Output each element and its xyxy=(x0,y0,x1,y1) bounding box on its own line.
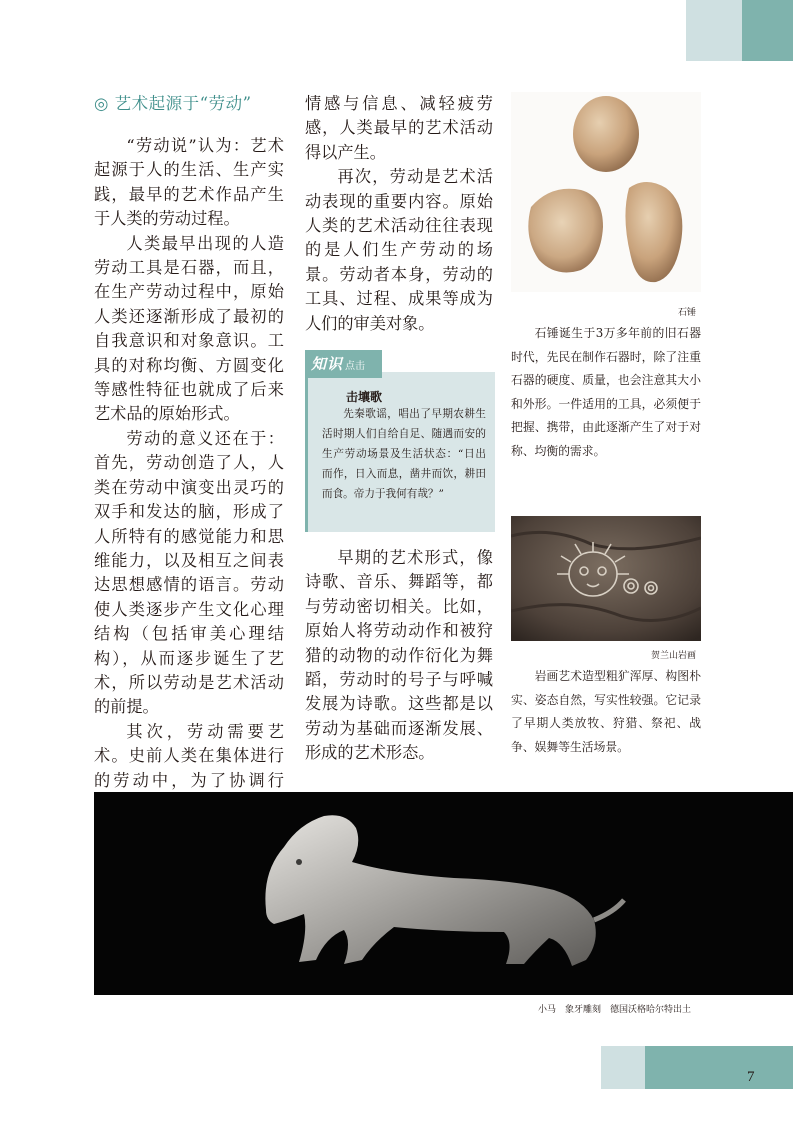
section-title: ◎ 艺术起源于“劳动” xyxy=(94,94,252,113)
stone-3 xyxy=(625,182,682,282)
horse-tail xyxy=(594,900,624,920)
paragraph: 再次，劳动是艺术活动表现的重要内容。原始人类的艺术活动往往表现的是人们生产劳动的场景。劳动者本身，劳动的工具、过程、成果等成为人们的审美对象。 xyxy=(305,167,493,333)
rock-description xyxy=(511,665,701,759)
paragraph: 劳动的意义还在于：首先，劳动创造了人，人类在劳动中演变出灵巧的双手和发达的脑，形成了人所特有的感觉能力和思维能力，以及相互之间表达思想感情的语言。劳动使人类逐步产生文化心理结构（包括审美心理结构），从而逐步诞生了艺术，所以劳动是艺术活动的前提。 xyxy=(94,428,284,717)
text-column-2-lower xyxy=(305,546,493,766)
page-number: 7 xyxy=(747,1069,755,1085)
text-column-1 xyxy=(94,92,284,817)
footer-block-light xyxy=(601,1046,645,1089)
ivory-horse-drawing xyxy=(94,792,793,995)
horse-caption: 小马 象牙雕刻 德国沃格哈尔特出土 xyxy=(538,1005,692,1015)
text-column-2-upper xyxy=(305,92,493,336)
stone-description xyxy=(511,322,701,463)
header-block-light xyxy=(686,0,742,61)
knowledge-title: 击壤歌 xyxy=(346,390,383,404)
header-block-teal xyxy=(742,0,793,61)
rock-painting-image xyxy=(511,516,701,641)
stone-caption: 石锤 xyxy=(678,308,697,318)
stone-hammer-image xyxy=(511,92,701,292)
knowledge-text: 先秦歌谣，唱出了早期农耕生活时期人们自给自足、随遇而安的生产劳动场景及生活状态：“日出而作，日入而息，凿井而饮，耕田而食。帝力于我何有哉？” xyxy=(322,408,486,500)
rock-painting-drawing xyxy=(511,516,701,641)
paragraph: 其次，劳动需要艺术。史前人类在集体进行的劳动中，为了协调行 xyxy=(94,721,284,790)
knowledge-tag-sub: 点击 xyxy=(345,361,366,372)
knowledge-tag xyxy=(305,350,382,378)
rock-caption: 贺兰山岩画 xyxy=(651,651,697,661)
paragraph: 人类最早出现的人造劳动工具是石器，而且，在生产劳动过程中，原始人类还逐渐形成了最初的自我意识和对象意识。工具的对称均衡、方圆变化等感性特征也就成了后来艺术品的原始形式。 xyxy=(94,233,284,424)
stone-hammer-drawing xyxy=(511,92,701,292)
knowledge-box xyxy=(305,355,495,532)
rock-text: 岩画艺术造型粗犷浑厚、构图朴实、姿态自然，写实性较强。它记录了早期人类放牧、狩猎、祭祀、战争、娱舞等生活场景。 xyxy=(511,669,701,754)
footer-block-teal xyxy=(645,1046,793,1089)
stone-2 xyxy=(528,189,603,273)
stone-1 xyxy=(573,96,639,172)
ivory-horse-image xyxy=(94,792,793,995)
paragraph: 情感与信息、减轻疲劳感，人类最早的艺术活动得以产生。 xyxy=(305,94,493,162)
horse-body xyxy=(265,815,595,966)
knowledge-tag-main: 知识 xyxy=(311,355,344,373)
paragraph: 早期的艺术形式，像诗歌、音乐、舞蹈等，都与劳动密切相关。比如，原始人将劳动动作和被狩猎的动物的动作衍化为舞蹈，劳动时的号子与呼喊发展为诗歌。这些都是以劳动为基础而逐渐发展、形成的艺术形态。 xyxy=(305,548,493,763)
knowledge-body xyxy=(322,404,486,504)
paragraph: “劳动说”认为：艺术起源于人的生活、生产实践，最早的艺术作品产生于人类的劳动过程。 xyxy=(94,136,284,229)
stone-text: 石锤诞生于3万多年前的旧石器时代，先民在制作石器时，除了注重石器的硬度、质量，也会注意其大小和外形。一件适用的工具，必须便于把握、携带，由此逐渐产生了对于对称、均衡的需求。 xyxy=(511,326,701,458)
